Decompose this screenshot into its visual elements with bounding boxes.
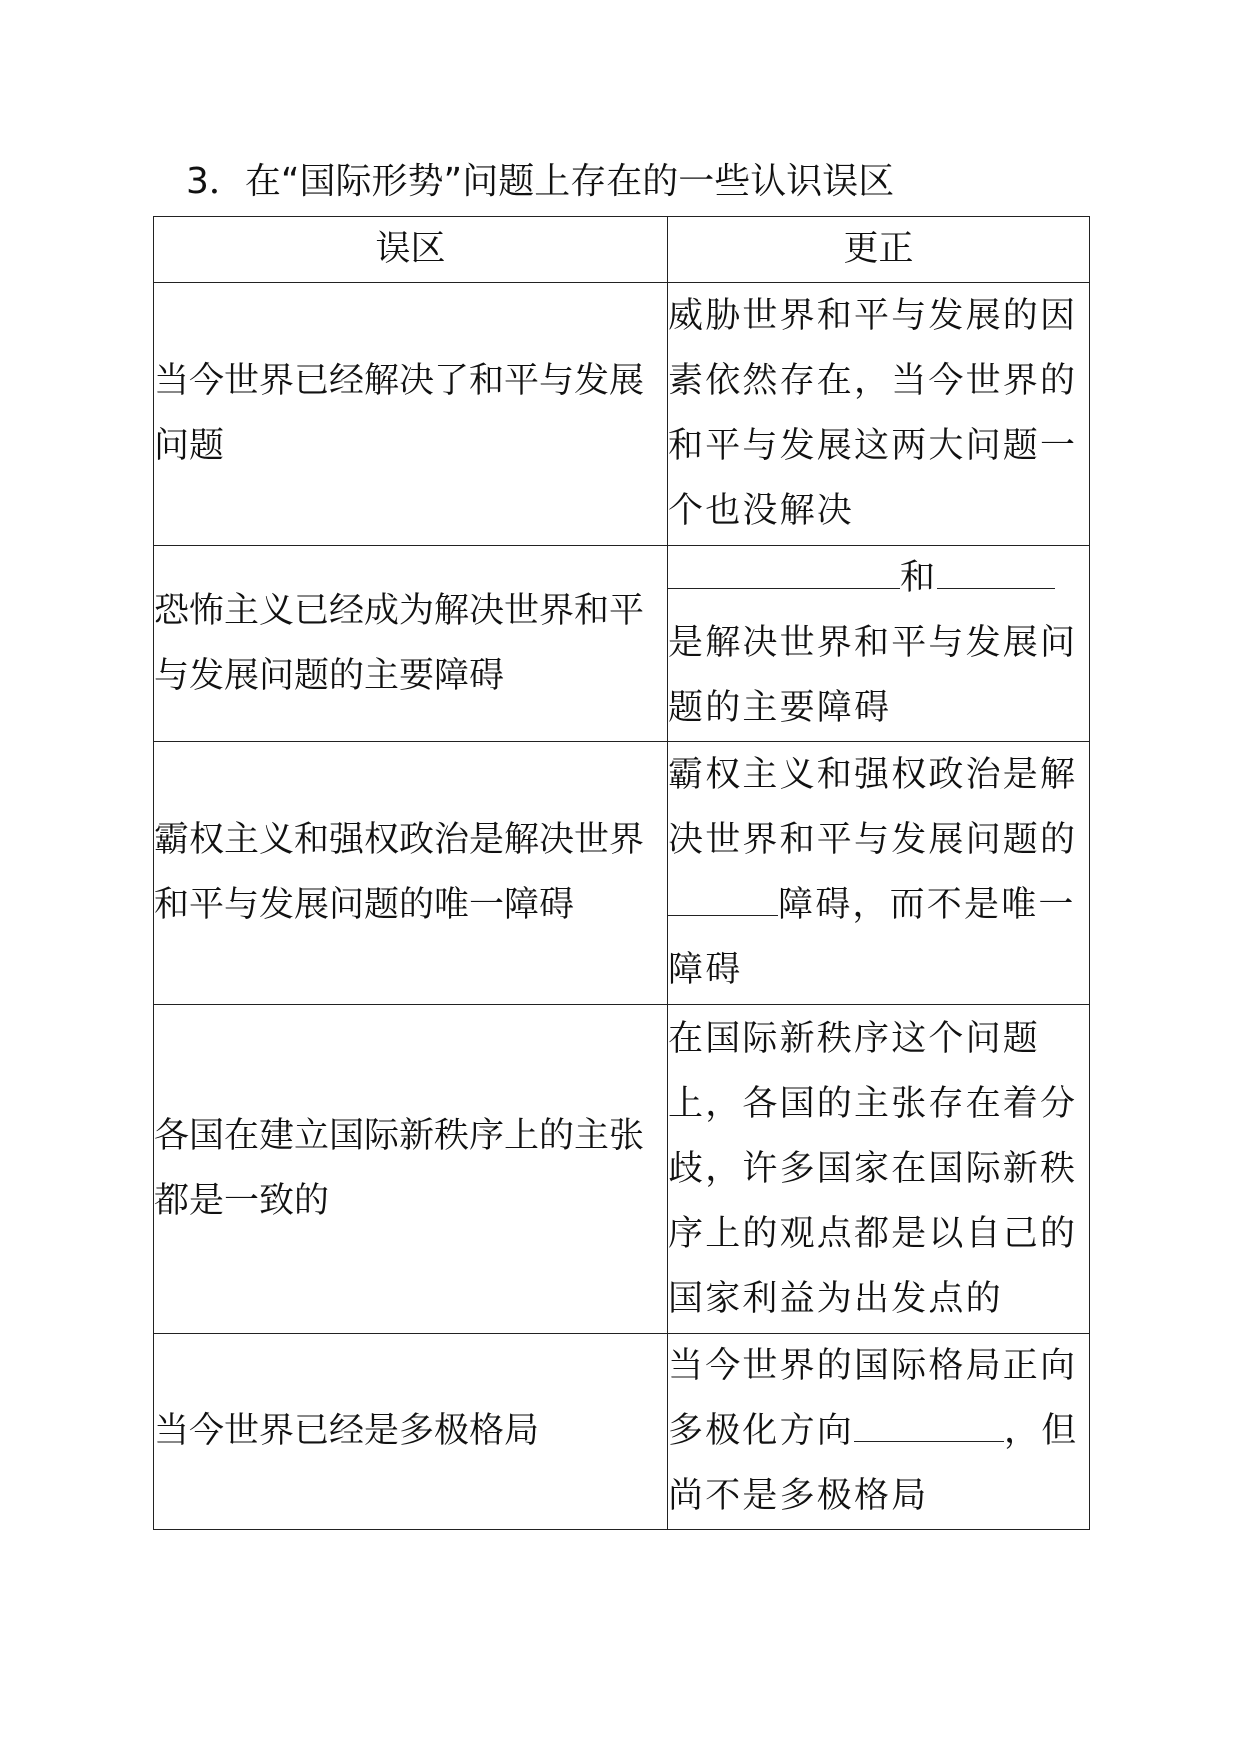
table-row (154, 283, 1090, 546)
fill-in-blank[interactable] (937, 550, 1055, 589)
fill-in-blank[interactable] (668, 550, 900, 589)
header-correction: 更正 (668, 217, 1090, 283)
table-row (154, 1005, 1090, 1334)
page-title: 3．在“国际形势”问题上存在的一些认识误区 (186, 161, 895, 202)
table-header-row (154, 217, 1090, 283)
correction-cell (668, 546, 1090, 742)
correction-text-end: 障碍，而不是唯一障碍 (668, 885, 1076, 990)
correction-text-mid: 和 (900, 558, 938, 598)
correction-text-start: 当今世界的国际格局正向多极化方向 (668, 1346, 1078, 1451)
misconception-cell: 恐怖主义已经成为解决世界和平与发展问题的主要障碍 (154, 546, 668, 742)
table-row (154, 1334, 1090, 1530)
misconception-cell: 各国在建立国际新秩序上的主张都是一致的 (154, 1005, 668, 1334)
correction-text-end: ，但尚不是多极格局 (668, 1411, 1079, 1516)
correction-cell: 在国际新秩序这个问题上，各国的主张存在着分歧，许多国家在国际新秩序上的观点都是以自己的国家利益为出发点的 (668, 1005, 1090, 1334)
misconception-cell: 当今世界已经解决了和平与发展问题 (154, 283, 668, 546)
misconception-cell: 霸权主义和强权政治是解决世界和平与发展问题的唯一障碍 (154, 742, 668, 1005)
header-misconception: 误区 (154, 217, 668, 283)
misconception-cell: 当今世界已经是多极格局 (154, 1334, 668, 1530)
table-row (154, 742, 1090, 1005)
table-row (154, 546, 1090, 742)
correction-cell (668, 742, 1090, 1005)
correction-text-end: 是解决世界和平与发展问题的主要障碍 (668, 623, 1078, 728)
correction-text-start: 霸权主义和强权政治是解决世界和平与发展问题的 (668, 755, 1078, 860)
fill-in-blank[interactable] (668, 877, 778, 916)
fill-in-blank[interactable] (854, 1403, 1004, 1442)
misconception-table (153, 216, 1090, 1530)
correction-cell (668, 1334, 1090, 1530)
correction-cell: 威胁世界和平与发展的因素依然存在，当今世界的和平与发展这两大问题一个也没解决 (668, 283, 1090, 546)
